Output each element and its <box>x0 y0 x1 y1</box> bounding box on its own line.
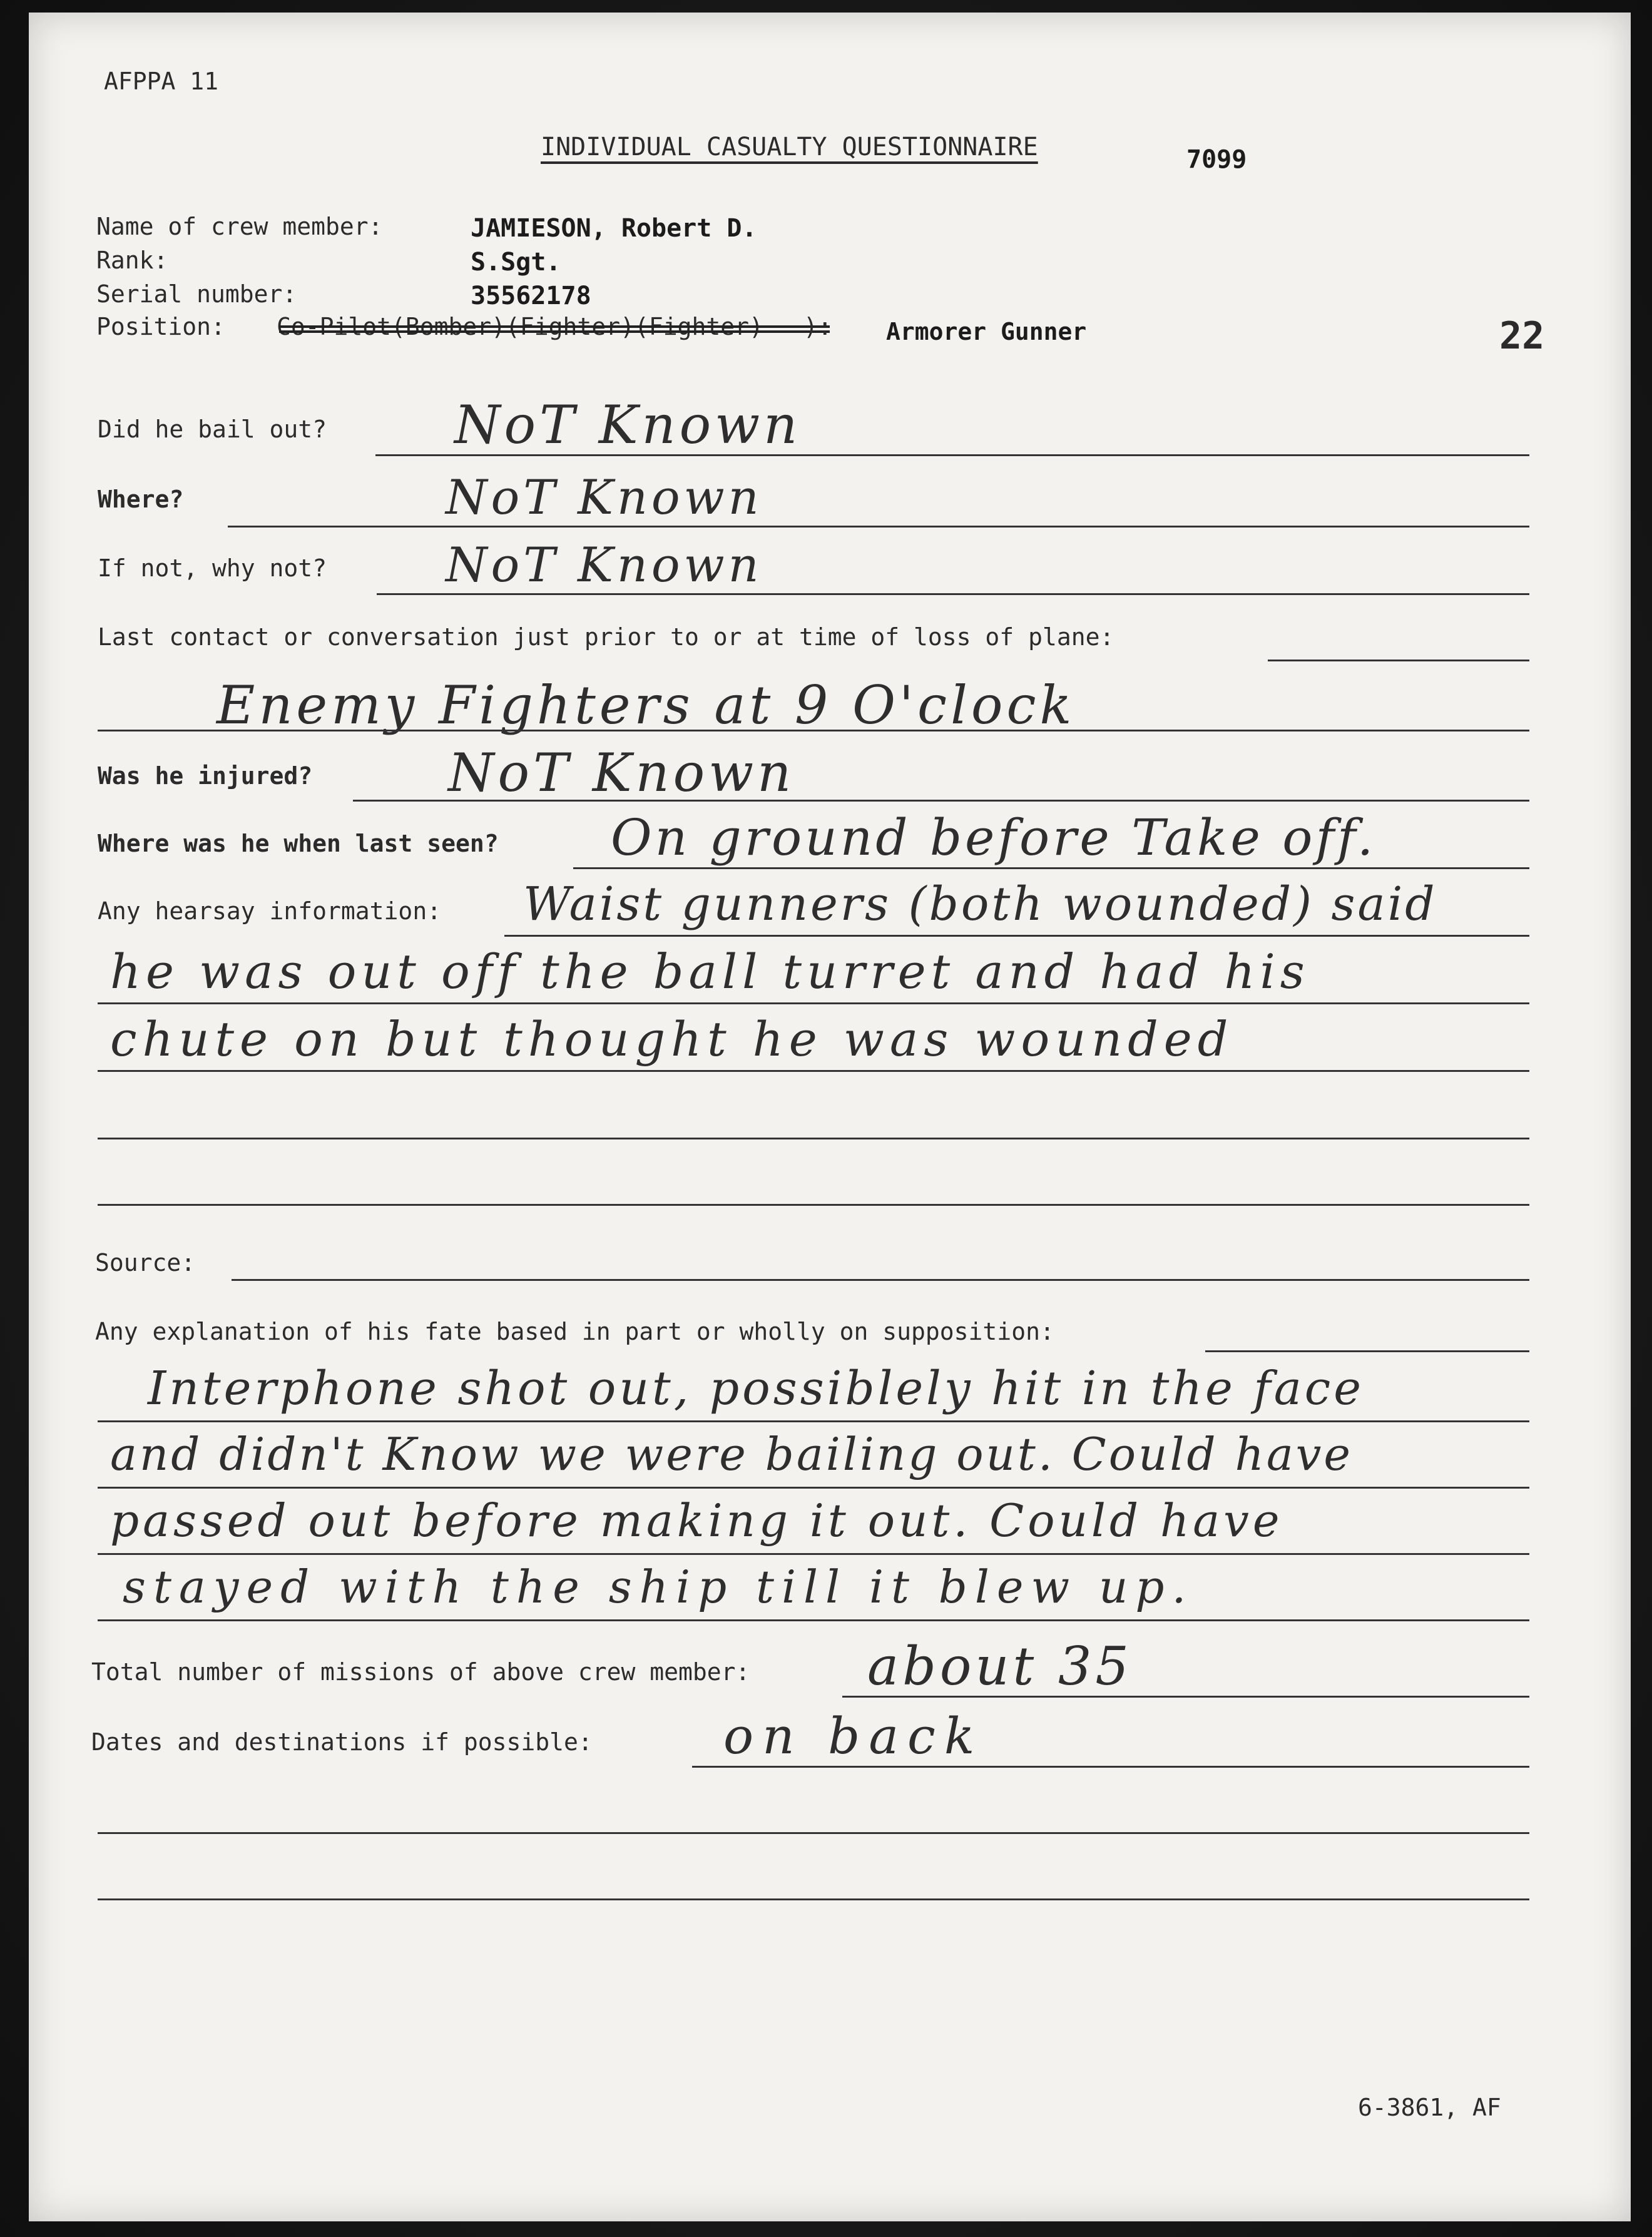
document-number: 7099 <box>1186 145 1247 174</box>
strike-through <box>279 325 830 328</box>
explanation-line-3: passed out before making it out. Could have <box>110 1494 1283 1547</box>
answer-line <box>98 1487 1529 1489</box>
missions-answer: about 35 <box>867 1636 1133 1697</box>
position-paren: ): <box>803 313 832 340</box>
answer-line <box>692 1766 1529 1768</box>
source-label: Source: <box>95 1249 196 1276</box>
answer-line <box>375 454 1529 456</box>
answer-line <box>842 1696 1529 1698</box>
form-title: INDIVIDUAL CASUALTY QUESTIONNAIRE <box>541 133 1038 161</box>
form-code: AFPPA 11 <box>104 68 219 95</box>
answer-line <box>98 1619 1529 1621</box>
answer-line <box>98 1204 1529 1206</box>
injured-answer: NoT Known <box>448 742 795 803</box>
serial-value: 35562178 <box>471 282 591 310</box>
answer-line <box>98 1070 1529 1072</box>
answer-line <box>98 1898 1529 1900</box>
answer-line <box>228 526 1529 527</box>
hearsay-line-3: chute on but thought he was wounded <box>110 1011 1234 1067</box>
dates-label: Dates and destinations if possible: <box>91 1728 593 1756</box>
rank-value: S.Sgt. <box>471 248 561 277</box>
last-seen-label: Where was he when last seen? <box>98 830 499 857</box>
answer-line <box>98 1553 1529 1555</box>
questionnaire-form <box>29 13 1631 2221</box>
bail-out-answer: NoT Known <box>454 394 802 456</box>
answer-line <box>98 1138 1529 1139</box>
hearsay-label: Any hearsay information: <box>98 897 442 925</box>
answer-line <box>1268 660 1529 661</box>
last-seen-answer: On ground before Take off. <box>611 808 1377 867</box>
dates-answer: on back <box>723 1707 984 1765</box>
position-label: Position: <box>96 313 225 340</box>
serial-label: Serial number: <box>96 280 297 308</box>
injured-label: Was he injured? <box>98 762 313 790</box>
answer-line <box>377 593 1529 595</box>
last-contact-label: Last contact or conversation just prior to or at time of loss of plane: <box>98 623 1114 651</box>
answer-line <box>98 1420 1529 1422</box>
position-value: Armorer Gunner <box>886 318 1087 345</box>
page-number: 22 <box>1499 314 1545 358</box>
explanation-line-1: Interphone shot out, possiblely hit in the face <box>148 1362 1365 1415</box>
position-struck-options: Co-Pilot(Bomber)(Fighter)(Fighter) <box>277 313 763 340</box>
answer-line <box>353 800 1529 802</box>
missions-label: Total number of missions of above crew member: <box>91 1658 750 1686</box>
answer-line <box>573 867 1529 869</box>
why-not-label: If not, why not? <box>98 554 327 582</box>
answer-line <box>232 1279 1529 1281</box>
last-contact-answer: Enemy Fighters at 9 O'clock <box>217 675 1076 736</box>
where-answer: NoT Known <box>446 469 763 525</box>
answer-line <box>1205 1350 1529 1352</box>
where-label: Where? <box>98 486 184 513</box>
explanation-label: Any explanation of his fate based in part or wholly on supposition: <box>95 1318 1054 1345</box>
hearsay-line-1: Waist gunners (both wounded) said <box>523 877 1437 931</box>
form-number: 6-3861, AF <box>1358 2094 1501 2121</box>
strike-through <box>279 330 830 333</box>
explanation-line-2: and didn't Know we were bailing out. Could have <box>110 1428 1354 1480</box>
name-label: Name of crew member: <box>96 213 383 240</box>
hearsay-line-2: he was out off the ball turret and had his <box>110 944 1310 999</box>
why-not-answer: NoT Known <box>446 537 763 593</box>
answer-line <box>504 935 1529 937</box>
answer-line <box>98 1002 1529 1004</box>
answer-line <box>98 730 1529 731</box>
name-value: JAMIESON, Robert D. <box>471 214 757 243</box>
explanation-line-4: stayed with the ship till it blew up. <box>123 1561 1194 1613</box>
answer-line <box>98 1832 1529 1834</box>
rank-label: Rank: <box>96 247 168 274</box>
bail-out-label: Did he bail out? <box>98 415 327 443</box>
